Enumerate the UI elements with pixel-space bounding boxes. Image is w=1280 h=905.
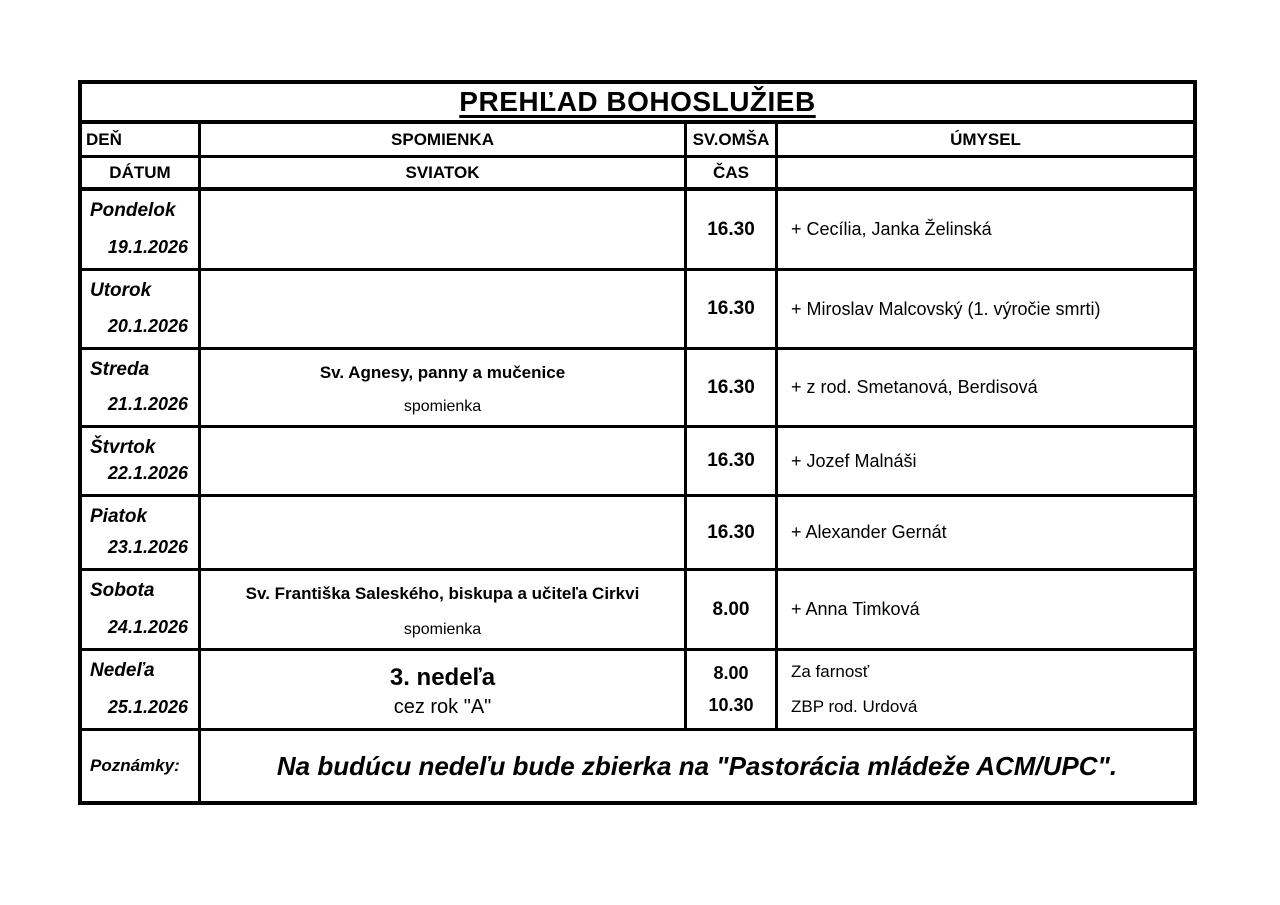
day-cell-nedela <box>82 651 201 731</box>
intention-cell <box>778 428 1193 497</box>
feast-cell <box>201 497 687 571</box>
intention: + Cecília, Janka Želinská <box>791 219 992 239</box>
day-name: Piatok <box>90 506 148 527</box>
day-cell-utorok <box>82 271 201 350</box>
day-name: Nedeľa <box>90 660 155 681</box>
intention-cell <box>778 651 1193 731</box>
mass-time: 8.00 <box>713 662 749 683</box>
intention: + Alexander Gernát <box>791 522 947 542</box>
feast-cell <box>201 350 687 428</box>
feast-cell <box>201 191 687 271</box>
feast-rank: spomienka <box>403 398 482 415</box>
day-cell-stvrtok <box>82 428 201 497</box>
day-date: 24.1.2026 <box>107 617 188 637</box>
feast-cell-sunday <box>201 651 687 731</box>
day-name: Sobota <box>90 580 155 601</box>
day-cell-pondelok <box>82 191 201 271</box>
header-cas: ČAS <box>687 158 778 191</box>
day-date: 22.1.2026 <box>107 463 188 483</box>
day-date: 20.1.2026 <box>107 316 188 336</box>
intention: + Jozef Malnáši <box>791 450 917 471</box>
header-sv-omsa: SV.OMŠA <box>687 124 778 158</box>
day-cell-sobota <box>82 571 201 651</box>
liturgical-year: cez rok "A" <box>393 696 492 718</box>
header-umysel-empty <box>778 158 1193 191</box>
day-name: Utorok <box>90 280 152 301</box>
notes-text: Na budúcu nedeľu bude zbierka na "Pastorácia mládeže ACM/UPC". <box>276 750 1118 781</box>
day-cell-piatok <box>82 497 201 571</box>
mass-time-cell <box>687 191 778 271</box>
day-cell-streda <box>82 350 201 428</box>
day-date: 23.1.2026 <box>107 537 188 557</box>
day-name: Streda <box>90 359 150 380</box>
sunday-title: 3. nedeľa <box>389 664 496 691</box>
intention: + Miroslav Malcovský (1. výročie smrti) <box>791 298 1101 319</box>
mass-time: 16.30 <box>707 298 755 319</box>
mass-time-cell <box>687 350 778 428</box>
day-date: 19.1.2026 <box>107 237 188 257</box>
mass-schedule-table <box>78 80 1197 805</box>
intention: + z rod. Smetanová, Berdisová <box>791 377 1038 397</box>
mass-time-cell <box>687 651 778 731</box>
feast-cell <box>201 271 687 350</box>
mass-time-cell <box>687 271 778 350</box>
feast-name: Sv. Františka Saleského, biskupa a učiteľa Cirkvi <box>245 584 640 603</box>
mass-time-cell <box>687 428 778 497</box>
mass-time: 8.00 <box>712 598 750 620</box>
mass-time-cell <box>687 497 778 571</box>
feast-cell <box>201 571 687 651</box>
intention-cell <box>778 271 1193 350</box>
intention: Za farnosť <box>791 662 870 682</box>
feast-name: Sv. Agnesy, panny a mučenice <box>319 363 566 382</box>
intention-cell <box>778 497 1193 571</box>
mass-time: 16.30 <box>707 218 755 240</box>
notes-label: Poznámky: <box>82 731 201 801</box>
day-date: 25.1.2026 <box>107 697 188 717</box>
day-name: Pondelok <box>90 200 176 221</box>
page-title: PREHĽAD BOHOSLUŽIEB <box>459 86 816 117</box>
mass-time: 16.30 <box>707 376 755 398</box>
header-den: DEŇ <box>82 124 201 158</box>
intention-cell <box>778 191 1193 271</box>
day-date: 21.1.2026 <box>107 394 188 414</box>
mass-time-cell <box>687 571 778 651</box>
header-umysel: ÚMYSEL <box>778 124 1193 158</box>
intention: + Anna Timková <box>791 599 920 619</box>
intention-cell <box>778 571 1193 651</box>
mass-time: 16.30 <box>707 450 755 471</box>
feast-rank: spomienka <box>403 621 482 638</box>
intention-cell <box>778 350 1193 428</box>
mass-time: 16.30 <box>707 521 755 543</box>
intention: ZBP rod. Urdová <box>791 696 918 716</box>
feast-cell <box>201 428 687 497</box>
header-datum: DÁTUM <box>82 158 201 191</box>
header-spomienka: SPOMIENKA <box>201 124 687 158</box>
table-title-cell <box>82 84 1193 124</box>
mass-time: 10.30 <box>708 695 754 716</box>
header-sviatok: SVIATOK <box>201 158 687 191</box>
day-name: Štvrtok <box>90 437 156 458</box>
